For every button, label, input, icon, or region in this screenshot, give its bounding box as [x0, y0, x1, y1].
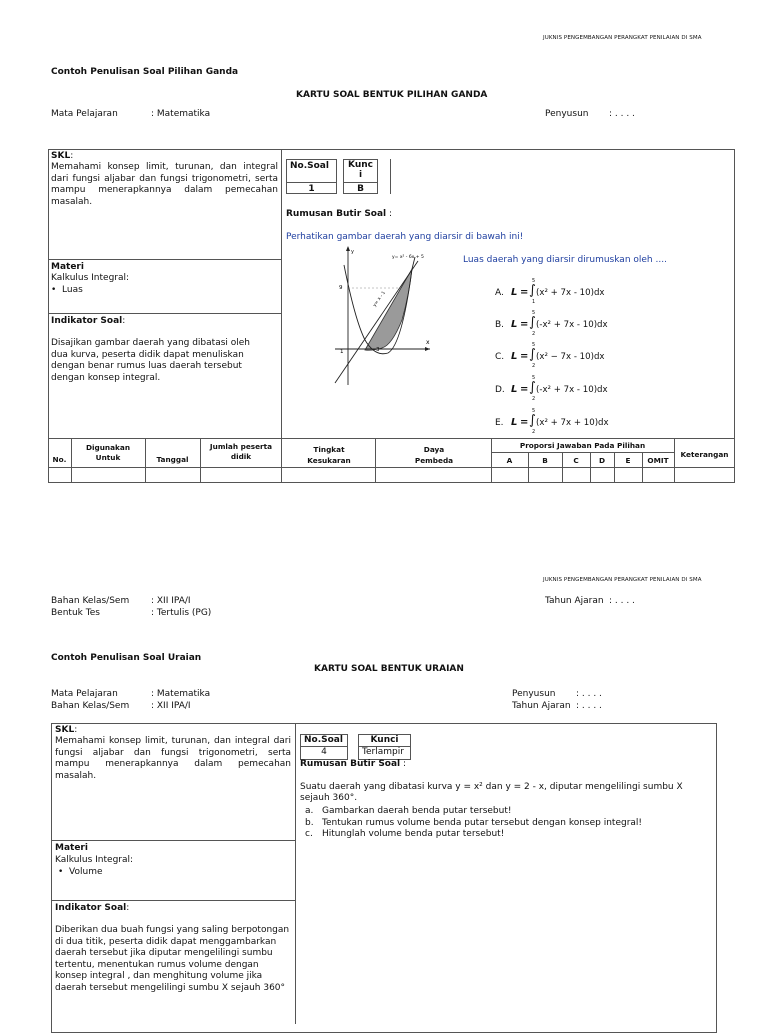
mata-pelajaran-label: Mata Pelajaran	[51, 109, 118, 119]
materi-item: • Luas	[51, 285, 83, 295]
indikator-text: Disajikan gambar daerah yang dibatasi oleh dua kurva, peserta didik dapat menuliskan dengan benar rumus luas daerah tersebut dengan konsep integral.	[51, 338, 251, 383]
col-jumlah: Jumlah peserta didik	[209, 442, 273, 461]
option-lower-limit: 2	[532, 396, 536, 402]
bentuk-value: : Tertulis (PG)	[151, 608, 212, 618]
col-e: E	[625, 456, 631, 465]
kunci-label-1: Kunc	[348, 160, 373, 170]
rumusan-colon: :	[389, 209, 393, 219]
option-integrand: (-x² + 7x - 10)dx	[536, 385, 608, 395]
col-no: No.	[52, 455, 67, 464]
item-text: Gambarkan daerah benda putar tersebut!	[322, 806, 512, 816]
integral-sign-icon: ∫	[529, 380, 536, 395]
option-lower-limit: 2	[532, 363, 536, 369]
tahun2-label: Tahun Ajaran	[512, 701, 571, 711]
section-title-2: Contoh Penulisan Soal Uraian	[51, 653, 202, 663]
option-lower-limit: 2	[532, 331, 536, 337]
tahun-value: : . . . .	[609, 596, 635, 606]
indikator-title: Indikator Soal	[51, 316, 123, 326]
kunci-value-2: Terlampir	[362, 747, 404, 757]
option-upper-limit: 5	[532, 408, 536, 414]
option-l: L	[511, 417, 518, 428]
integral-sign-icon: ∫	[529, 347, 536, 362]
item-text: Tentukan rumus volume benda putar tersebut dengan konsep integral!	[322, 817, 643, 828]
question-text-2: Suatu daerah yang dibatasi kurva y = x² dan y = 2 - x, diputar mengelilingi sumbu X sejauh 360°.	[300, 782, 683, 803]
option-equals: =	[520, 384, 529, 395]
kunci-label-2: i	[358, 170, 363, 180]
no-soal-label-2: No.Soal	[304, 735, 343, 745]
tick-9: 9	[339, 285, 343, 291]
tahun2-value: : . . . .	[576, 701, 602, 711]
option-letter: B.	[495, 320, 505, 330]
option-l: L	[511, 287, 518, 298]
option-row[interactable]	[495, 310, 645, 338]
skl-heading-2	[55, 725, 77, 735]
penyusun-label-2: Penyusun	[512, 689, 556, 699]
item-marker: c.	[305, 829, 313, 839]
card-title-2: KARTU SOAL BENTUK URAIAN	[314, 664, 464, 674]
materi-line: Kalkulus Integral:	[51, 273, 130, 283]
materi-title: Materi	[51, 262, 84, 272]
option-equals: =	[520, 351, 529, 362]
question-item	[305, 818, 642, 828]
curve2-label: y= x - 1	[372, 290, 387, 309]
rumusan-label-2: Rumusan Butir Soal	[300, 759, 401, 769]
option-equals: =	[520, 319, 529, 330]
y-arrow-icon	[346, 246, 350, 251]
indikator-heading-2	[55, 903, 129, 913]
question-intro: Perhatikan gambar daerah yang diarsir di bawah ini!	[286, 232, 524, 242]
item-marker: b.	[305, 817, 314, 828]
materi-title-2: Materi	[55, 843, 88, 853]
option-letter: D.	[495, 385, 505, 395]
item-text: Hitunglah volume benda putar tersebut!	[322, 829, 505, 839]
no-soal-value: 1	[308, 184, 315, 194]
option-lower-limit: 2	[532, 429, 536, 435]
bahan-label: Bahan Kelas/Sem	[51, 596, 130, 606]
running-header: JUKNIS PENGEMBANGAN PERANGKAT PENILAIAN DI SMA	[543, 35, 702, 41]
col-d: D	[598, 456, 606, 465]
penyusun-label: Penyusun	[545, 109, 589, 119]
option-upper-limit: 5	[532, 342, 536, 348]
indikator-colon-2: :	[126, 903, 130, 913]
skl-colon-2: :	[74, 725, 78, 735]
card-title: KARTU SOAL BENTUK PILIHAN GANDA	[296, 90, 488, 100]
option-integrand: (x² − 7x - 10)dx	[536, 352, 605, 362]
option-l: L	[511, 384, 518, 395]
integral-sign-icon: ∫	[529, 283, 536, 298]
option-row[interactable]	[495, 375, 645, 403]
running-header-2: JUKNIS PENGEMBANGAN PERANGKAT PENILAIAN DI SMA	[543, 577, 702, 583]
bahan-value: : XII IPA/I	[151, 596, 191, 606]
option-row[interactable]	[495, 278, 645, 306]
col-tingkat: Tingkat Kesukaran	[307, 445, 351, 465]
bahan2-label: Bahan Kelas/Sem	[51, 701, 130, 711]
question-item	[305, 829, 504, 839]
indikator-heading	[51, 316, 125, 326]
col-tanggal: Tanggal	[156, 455, 189, 464]
x-axis-label: x	[426, 339, 430, 346]
kunci-label	[343, 160, 378, 180]
tick-1: 1	[340, 349, 344, 355]
option-letter: C.	[495, 352, 505, 362]
skl-title-2: SKL	[55, 725, 75, 735]
bentuk-label: Bentuk Tes	[51, 608, 100, 618]
option-l: L	[511, 351, 518, 362]
mata-pelajaran-label-2: Mata Pelajaran	[51, 689, 118, 699]
rumusan-heading-2	[300, 759, 406, 769]
col-c: C	[573, 456, 579, 465]
col-omit: OMIT	[647, 456, 669, 465]
skl-heading	[51, 151, 73, 161]
materi-item-2-text: Volume	[69, 867, 103, 877]
x-arrow-icon	[425, 347, 430, 351]
curve1-label: y= x² - 6x + 5	[392, 255, 424, 260]
tahun-label: Tahun Ajaran	[545, 596, 604, 606]
option-upper-limit: 5	[532, 310, 536, 316]
shaded-region	[365, 269, 412, 350]
skl-title: SKL	[51, 151, 71, 161]
penyusun-value-2: : . . . .	[576, 689, 602, 699]
kunci-value: B	[357, 184, 364, 194]
y-axis-label: y	[351, 249, 354, 255]
option-upper-limit: 5	[532, 375, 536, 381]
option-upper-limit: 5	[532, 278, 536, 284]
skl-colon: :	[70, 151, 74, 161]
item-marker: a.	[305, 806, 314, 816]
indikator-text-2: Diberikan dua buah fungsi yang saling berpotongan di dua titik, peserta didik dapat menggambarkan daerah tersebut jika diputar mengelilingi sumbu tertentu, menentukan rumus volume dengan konsep integral , dan menghitung volume jika daerah tersebut mengelilingi sumbu X sejauh 360°	[55, 925, 290, 993]
col-daya: Daya Pembeda	[414, 445, 454, 465]
skl-text-2: Memahami konsep limit, turunan, dan integral dari fungsi aljabar dan fungsi trigonometri, serta mampu menerapkannya dalam pemecahan masalah.	[55, 736, 291, 781]
option-integrand: (x² + 7x + 10)dx	[536, 418, 609, 428]
rumusan-label: Rumusan Butir Soal	[286, 209, 387, 219]
no-soal-label: No.Soal	[290, 161, 329, 171]
option-equals: =	[520, 417, 529, 428]
section-title: Contoh Penulisan Soal Pilihan Ganda	[51, 67, 239, 77]
mata-pelajaran-value: : Matematika	[151, 109, 211, 119]
materi-item-2: • Volume	[58, 867, 103, 877]
kunci-label-2b: Kunci	[370, 735, 399, 745]
option-integrand: (x² + 7x - 10)dx	[536, 288, 605, 298]
col-keterangan: Keterangan	[680, 450, 729, 459]
materi-item-text: Luas	[62, 285, 83, 295]
option-integrand: (-x² + 7x - 10)dx	[536, 320, 608, 330]
question-stem: Luas daerah yang diarsir dirumuskan oleh ....	[463, 255, 667, 265]
mata-pelajaran-value-2: : Matematika	[151, 689, 211, 699]
option-row[interactable]	[495, 408, 645, 436]
col-proporsi: Proporsi Jawaban Pada Pilihan	[519, 441, 646, 450]
line-curve	[335, 261, 418, 383]
region-graph	[330, 245, 450, 390]
col-b: B	[542, 456, 548, 465]
col-digunakan: Digunakan Untuk	[85, 443, 131, 462]
tick-3: 3	[376, 347, 380, 353]
option-lower-limit: 1	[532, 299, 536, 305]
indikator-colon: :	[122, 316, 126, 326]
col-a: A	[506, 456, 513, 465]
option-letter: A.	[495, 288, 504, 298]
option-equals: =	[520, 287, 529, 298]
integral-sign-icon: ∫	[529, 315, 536, 330]
question-item	[305, 806, 511, 816]
materi-line-2: Kalkulus Integral:	[55, 855, 134, 865]
no-soal-value-2: 4	[321, 747, 327, 757]
option-l: L	[511, 319, 518, 330]
rumusan-colon-2: :	[403, 759, 407, 769]
skl-text: Memahami konsep limit, turunan, dan integral dari fungsi aljabar dan fungsi trigonometri, serta mampu menerapkannya dalam pemecahan masalah.	[51, 162, 278, 207]
rumusan-heading	[286, 209, 392, 219]
bahan2-value: : XII IPA/I	[151, 701, 191, 711]
option-letter: E.	[495, 418, 504, 428]
indikator-title-2: Indikator Soal	[55, 903, 127, 913]
penyusun-value: : . . . .	[609, 109, 635, 119]
integral-sign-icon: ∫	[529, 413, 536, 428]
option-row[interactable]	[495, 342, 645, 370]
